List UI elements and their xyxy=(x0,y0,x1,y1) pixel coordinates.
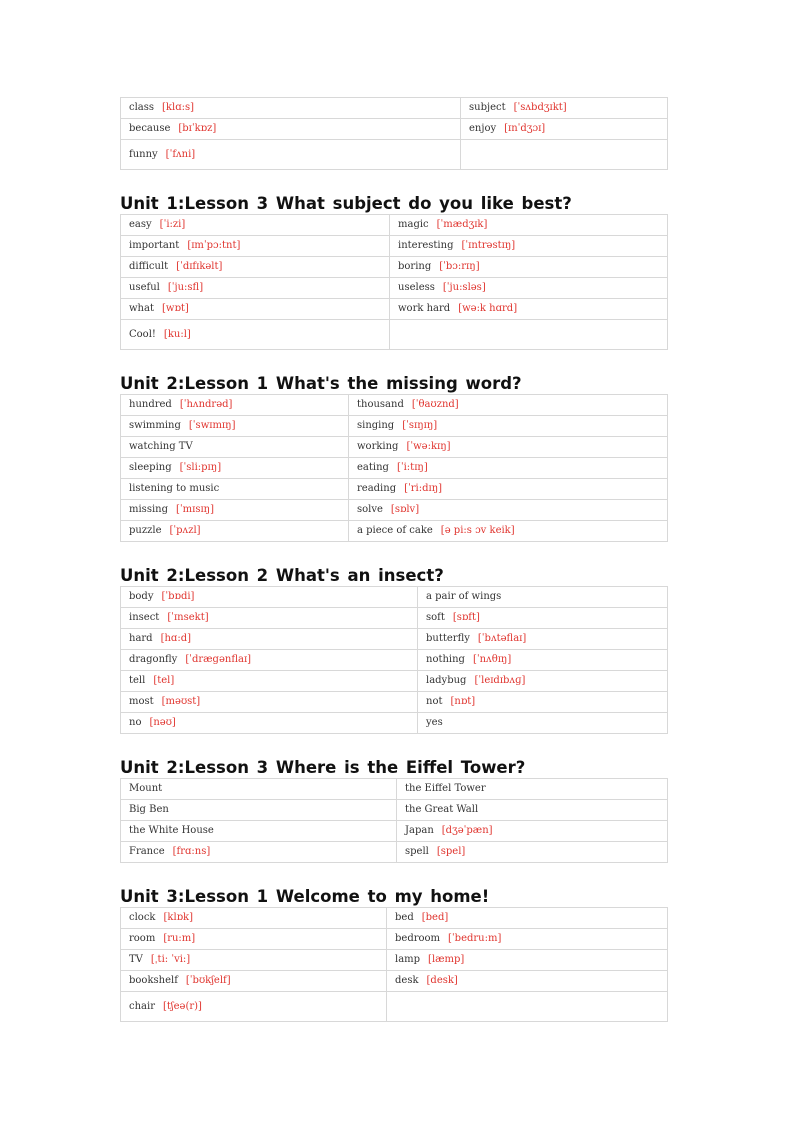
vocab-word: soft xyxy=(426,612,445,623)
vocab-section xyxy=(120,193,667,350)
vocab-word: spell xyxy=(405,846,429,857)
vocab-phonetic: [ˈmædʒɪk] xyxy=(436,219,488,230)
vocab-word: thousand xyxy=(357,399,404,410)
vocab-table xyxy=(120,97,668,170)
vocab-phonetic: [bed] xyxy=(421,912,449,923)
vocab-word: swimming xyxy=(129,420,181,431)
vocab-word: France xyxy=(129,846,165,857)
table-row xyxy=(121,521,668,542)
table-row xyxy=(121,821,668,842)
vocab-word: working xyxy=(357,441,399,452)
vocab-word: body xyxy=(129,591,154,602)
vocab-cell xyxy=(387,908,668,929)
vocab-word: solve xyxy=(357,504,383,515)
vocab-cell xyxy=(121,971,387,992)
vocab-cell xyxy=(349,416,668,437)
vocab-word: because xyxy=(129,123,171,134)
vocab-word: missing xyxy=(129,504,168,515)
vocab-cell xyxy=(121,821,397,842)
vocab-phonetic: [klɑ:s] xyxy=(162,102,194,113)
table-row xyxy=(121,98,668,119)
table-row xyxy=(121,416,668,437)
vocab-word: easy xyxy=(129,219,152,230)
table-row xyxy=(121,320,668,350)
vocab-word: eating xyxy=(357,462,389,473)
table-row xyxy=(121,800,668,821)
vocab-word: the Great Wall xyxy=(405,804,479,815)
vocab-cell xyxy=(121,587,418,608)
vocab-phonetic: [məʊst] xyxy=(161,696,201,707)
vocab-phonetic: [ˈbɒdi] xyxy=(161,591,195,602)
vocab-phonetic: [tel] xyxy=(153,675,175,686)
vocab-phonetic: [ˈleɪdɪbʌɡ] xyxy=(474,675,526,686)
vocab-word: sleeping xyxy=(129,462,172,473)
vocab-word: the White House xyxy=(129,825,214,836)
table-row xyxy=(121,713,668,734)
table-row xyxy=(121,215,668,236)
vocab-word: magic xyxy=(398,219,429,230)
vocab-word: reading xyxy=(357,483,397,494)
vocab-cell xyxy=(461,119,668,140)
vocab-cell xyxy=(418,608,668,629)
vocab-cell xyxy=(121,908,387,929)
vocab-word: tell xyxy=(129,675,146,686)
section-title: Unit 2:Lesson 3 Where is the Eiffel Tower? xyxy=(120,758,526,777)
vocab-word: enjoy xyxy=(469,123,497,134)
vocab-cell xyxy=(121,458,349,479)
table-row xyxy=(121,971,668,992)
vocab-word: lamp xyxy=(395,954,421,965)
vocab-phonetic: [ˈju:sfl] xyxy=(167,282,204,293)
vocab-cell xyxy=(387,971,668,992)
vocab-phonetic: [sɒlv] xyxy=(390,504,420,515)
vocab-cell xyxy=(121,98,461,119)
vocab-word: clock xyxy=(129,912,156,923)
table-row xyxy=(121,929,668,950)
vocab-word: what xyxy=(129,303,154,314)
vocab-cell xyxy=(387,950,668,971)
vocab-word: hard xyxy=(129,633,153,644)
table-row xyxy=(121,950,668,971)
vocab-cell xyxy=(121,437,349,458)
table-row xyxy=(121,608,668,629)
vocab-word: important xyxy=(129,240,180,251)
vocab-phonetic: [ˈnʌθɪŋ] xyxy=(472,654,512,665)
vocab-phonetic: [ˈju:sləs] xyxy=(442,282,486,293)
table-row xyxy=(121,908,668,929)
vocab-phonetic: [ru:m] xyxy=(163,933,196,944)
vocab-word: yes xyxy=(426,717,443,728)
vocab-word: a piece of cake xyxy=(357,525,433,536)
vocab-phonetic: [ku:l] xyxy=(163,328,191,340)
vocab-cell xyxy=(461,140,668,170)
vocab-cell xyxy=(397,779,668,800)
table-row xyxy=(121,437,668,458)
table-row xyxy=(121,257,668,278)
vocab-cell xyxy=(390,257,668,278)
vocab-word: boring xyxy=(398,261,432,272)
vocab-phonetic: [tʃeə(r)] xyxy=(162,1000,202,1012)
table-row xyxy=(121,692,668,713)
vocab-phonetic: [ˈbedru:m] xyxy=(448,933,502,944)
vocab-cell xyxy=(349,500,668,521)
vocab-word: watching TV xyxy=(129,441,193,452)
table-row xyxy=(121,779,668,800)
vocab-word: dragonfly xyxy=(129,654,178,665)
table-row xyxy=(121,629,668,650)
vocab-word: ladybug xyxy=(426,675,467,686)
vocab-section xyxy=(120,97,667,170)
vocab-cell xyxy=(121,119,461,140)
vocab-cell xyxy=(121,320,390,350)
vocab-word: listening to music xyxy=(129,483,220,494)
vocab-section xyxy=(120,886,667,1022)
vocab-cell xyxy=(121,416,349,437)
table-row xyxy=(121,587,668,608)
vocab-cell xyxy=(418,650,668,671)
vocab-cell xyxy=(121,992,387,1022)
vocab-phonetic: [ˈri:dɪŋ] xyxy=(404,483,443,494)
vocab-word: interesting xyxy=(398,240,454,251)
vocab-cell xyxy=(387,929,668,950)
vocab-cell xyxy=(349,458,668,479)
vocab-table xyxy=(120,394,668,542)
vocab-phonetic: [wə:k hɑrd] xyxy=(458,303,518,314)
table-row xyxy=(121,395,668,416)
vocab-phonetic: [ˈi:zi] xyxy=(159,219,186,230)
vocab-phonetic: [ˈi:tɪŋ] xyxy=(396,462,428,473)
vocab-phonetic: [ə pi:s ɔv keik] xyxy=(440,525,515,536)
table-row xyxy=(121,458,668,479)
vocab-word: class xyxy=(129,102,155,113)
vocab-cell xyxy=(121,629,418,650)
vocab-cell xyxy=(390,320,668,350)
vocab-word: puzzle xyxy=(129,525,162,536)
vocab-word: chair xyxy=(129,1000,155,1012)
vocab-cell xyxy=(390,215,668,236)
vocab-word: bedroom xyxy=(395,933,441,944)
vocab-cell xyxy=(397,821,668,842)
vocab-phonetic: [ˈbʊkʃelf] xyxy=(185,975,231,986)
vocab-word: hundred xyxy=(129,399,172,410)
vocab-cell xyxy=(418,692,668,713)
table-row xyxy=(121,500,668,521)
section-title: Unit 1:Lesson 3 What subject do you like best? xyxy=(120,194,572,213)
vocab-cell xyxy=(390,236,668,257)
section-title: Unit 2:Lesson 1 What's the missing word? xyxy=(120,374,522,393)
vocab-word: Big Ben xyxy=(129,804,169,815)
table-row xyxy=(121,992,668,1022)
vocab-word: bed xyxy=(395,912,414,923)
vocab-word: singing xyxy=(357,420,395,431)
table-row xyxy=(121,842,668,863)
vocab-cell xyxy=(418,713,668,734)
vocab-word: useless xyxy=(398,282,435,293)
vocab-table xyxy=(120,778,668,863)
vocab-phonetic: [ɪmˈpɔ:tnt] xyxy=(187,240,241,251)
vocab-phonetic: [ˈbɔ:rɪŋ] xyxy=(439,261,480,272)
vocab-cell xyxy=(121,800,397,821)
vocab-cell xyxy=(349,521,668,542)
vocab-cell xyxy=(349,479,668,500)
vocab-cell xyxy=(121,479,349,500)
table-row xyxy=(121,650,668,671)
vocab-table xyxy=(120,586,668,734)
vocab-cell xyxy=(121,779,397,800)
vocab-cell xyxy=(121,929,387,950)
vocab-word: a pair of wings xyxy=(426,591,502,602)
vocab-phonetic: [bɪˈkɒz] xyxy=(178,123,217,134)
vocab-table xyxy=(120,907,668,1022)
vocab-phonetic: [dʒəˈpæn] xyxy=(441,825,493,836)
vocab-phonetic: [ˈsli:pɪŋ] xyxy=(179,462,222,473)
vocab-cell xyxy=(121,608,418,629)
vocab-cell xyxy=(390,278,668,299)
vocab-phonetic: [ˈdrægənflaɪ] xyxy=(185,654,252,665)
vocab-phonetic: [ɪnˈdʒɔɪ] xyxy=(504,123,546,134)
vocab-section xyxy=(120,565,667,734)
vocab-cell xyxy=(397,800,668,821)
vocab-phonetic: [hɑ:d] xyxy=(160,633,192,644)
vocab-cell xyxy=(390,299,668,320)
table-row xyxy=(121,278,668,299)
vocab-cell xyxy=(418,629,668,650)
vocab-word: no xyxy=(129,717,142,728)
vocab-table xyxy=(120,214,668,350)
vocab-cell xyxy=(397,842,668,863)
vocab-phonetic: [desk] xyxy=(426,975,458,986)
vocab-word: funny xyxy=(129,148,158,160)
table-row xyxy=(121,119,668,140)
vocab-word: room xyxy=(129,933,156,944)
vocab-phonetic: [ˈhʌndrəd] xyxy=(179,399,233,410)
vocab-cell xyxy=(349,437,668,458)
vocab-word: TV xyxy=(129,954,143,965)
vocab-word: Mount xyxy=(129,783,163,794)
vocab-cell xyxy=(461,98,668,119)
vocab-phonetic: [ˈwə:kɪŋ] xyxy=(406,441,451,452)
table-row xyxy=(121,671,668,692)
vocab-phonetic: [ˈɪntrəstɪŋ] xyxy=(461,240,516,251)
vocab-word: Cool! xyxy=(129,328,156,340)
vocab-phonetic: [sɒft] xyxy=(452,612,480,623)
vocab-phonetic: [ˈɪnsekt] xyxy=(167,612,209,623)
vocab-cell xyxy=(121,278,390,299)
vocab-word: bookshelf xyxy=(129,975,178,986)
vocab-cell xyxy=(121,650,418,671)
vocab-phonetic: [ˈpʌzl] xyxy=(169,525,201,536)
vocab-cell xyxy=(121,257,390,278)
vocab-word: most xyxy=(129,696,154,707)
vocab-cell xyxy=(121,215,390,236)
vocab-phonetic: [ˈdɪfɪkəlt] xyxy=(176,261,223,272)
vocab-cell xyxy=(121,521,349,542)
vocab-cell xyxy=(121,692,418,713)
vocab-word: nothing xyxy=(426,654,465,665)
table-row xyxy=(121,236,668,257)
vocab-cell xyxy=(121,842,397,863)
vocab-section xyxy=(120,757,667,863)
vocab-word: Japan xyxy=(405,825,434,836)
vocab-word: work hard xyxy=(398,303,451,314)
table-row xyxy=(121,479,668,500)
vocab-phonetic: [læmp] xyxy=(428,954,465,965)
vocab-phonetic: [ˈsʌbdʒɪkt] xyxy=(513,102,567,113)
vocab-word: butterfly xyxy=(426,633,470,644)
vocab-word: insect xyxy=(129,612,160,623)
vocab-word: useful xyxy=(129,282,160,293)
vocab-phonetic: [nəʊ] xyxy=(149,717,176,728)
vocab-section xyxy=(120,373,667,542)
vocab-word: subject xyxy=(469,102,506,113)
vocab-phonetic: [frɑ:ns] xyxy=(172,846,211,857)
vocab-cell xyxy=(418,671,668,692)
vocab-phonetic: [ˈswɪmɪŋ] xyxy=(188,420,236,431)
table-row xyxy=(121,299,668,320)
vocab-phonetic: [ˈfʌni] xyxy=(165,148,196,160)
vocab-phonetic: [ˈsɪŋɪŋ] xyxy=(402,420,438,431)
vocab-cell xyxy=(121,950,387,971)
vocab-phonetic: [wɒt] xyxy=(161,303,189,314)
vocab-phonetic: [klɒk] xyxy=(163,912,194,923)
vocab-cell xyxy=(121,395,349,416)
section-title: Unit 3:Lesson 1 Welcome to my home! xyxy=(120,887,490,906)
vocab-phonetic: [ˈbʌtəflaɪ] xyxy=(477,633,527,644)
vocab-word: desk xyxy=(395,975,419,986)
vocab-cell xyxy=(121,500,349,521)
vocab-phonetic: [ˈmɪsɪŋ] xyxy=(175,504,214,515)
vocab-phonetic: [spel] xyxy=(436,846,466,857)
vocab-cell xyxy=(121,671,418,692)
vocab-word: not xyxy=(426,696,443,707)
vocab-cell xyxy=(121,236,390,257)
vocab-cell xyxy=(121,299,390,320)
vocab-cell xyxy=(387,992,668,1022)
vocabulary-document xyxy=(120,97,667,1022)
vocab-cell xyxy=(121,713,418,734)
vocab-phonetic: [nɒt] xyxy=(450,696,476,707)
table-row xyxy=(121,140,668,170)
vocab-cell xyxy=(121,140,461,170)
section-title: Unit 2:Lesson 2 What's an insect? xyxy=(120,566,444,585)
vocab-cell xyxy=(349,395,668,416)
vocab-phonetic: [ˌti: ˈvi:] xyxy=(150,954,191,965)
vocab-phonetic: [ˈθaʊznd] xyxy=(411,399,459,410)
vocab-word: difficult xyxy=(129,261,169,272)
vocab-word: the Eiffel Tower xyxy=(405,783,486,794)
vocab-cell xyxy=(418,587,668,608)
